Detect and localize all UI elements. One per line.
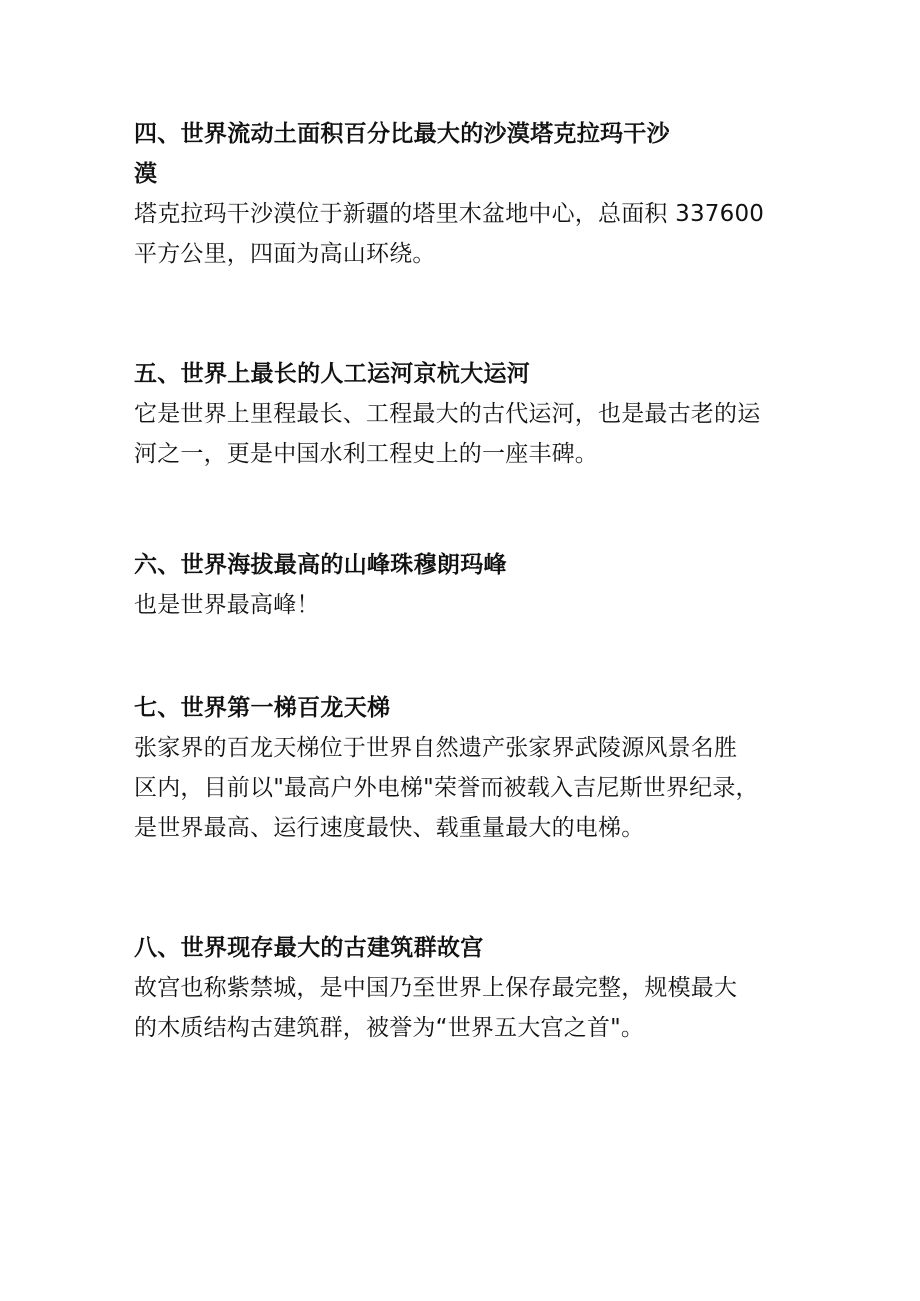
section-body xyxy=(134,394,824,474)
heading-line: 六、世界海拔最高的山峰珠穆朗玛峰 xyxy=(134,552,507,578)
section-body xyxy=(134,728,824,848)
section-heading xyxy=(134,354,824,394)
body-line: 是世界最高、运行速度最快、载重量最大的电梯。 xyxy=(134,815,645,841)
body-line: 塔克拉玛干沙漠位于新疆的塔里木盆地中心，总面积 337600 xyxy=(134,201,765,227)
section-heading xyxy=(134,545,824,585)
body-line: 河之一，更是中国水利工程史上的一座丰碑。 xyxy=(134,441,598,467)
section-4 xyxy=(134,114,824,274)
section-heading xyxy=(134,928,824,968)
section-body xyxy=(134,968,824,1048)
heading-line: 四、世界流动土面积百分比最大的沙漠塔克拉玛干沙 xyxy=(134,121,670,147)
section-body xyxy=(134,585,824,625)
body-line: 平方公里，四面为高山环绕。 xyxy=(134,241,436,267)
section-heading xyxy=(134,688,824,728)
section-7 xyxy=(134,688,824,848)
section-body xyxy=(134,194,824,274)
body-line: 它是世界上里程最长、工程最大的古代运河，也是最古老的运 xyxy=(134,401,761,427)
body-line: 也是世界最高峰！ xyxy=(134,592,320,618)
body-line: 张家界的百龙天梯位于世界自然遗产张家界武陵源风景名胜 xyxy=(134,735,738,761)
heading-line: 漠 xyxy=(134,161,158,187)
body-line: 的木质结构古建筑群，被誉为“世界五大宫之首"。 xyxy=(134,1015,645,1041)
section-5 xyxy=(134,354,824,474)
section-heading xyxy=(134,114,824,194)
section-8 xyxy=(134,928,824,1048)
heading-line: 七、世界第一梯百龙天梯 xyxy=(134,695,391,721)
body-line: 故宫也称紫禁城，是中国乃至世界上保存最完整，规模最大 xyxy=(134,975,738,1001)
section-6 xyxy=(134,545,824,625)
heading-line: 八、世界现存最大的古建筑群故宫 xyxy=(134,935,484,961)
body-line: 区内，目前以"最高户外电梯"荣誉而被载入吉尼斯世界纪录， xyxy=(134,775,759,801)
heading-line: 五、世界上最长的人工运河京杭大运河 xyxy=(134,361,531,387)
